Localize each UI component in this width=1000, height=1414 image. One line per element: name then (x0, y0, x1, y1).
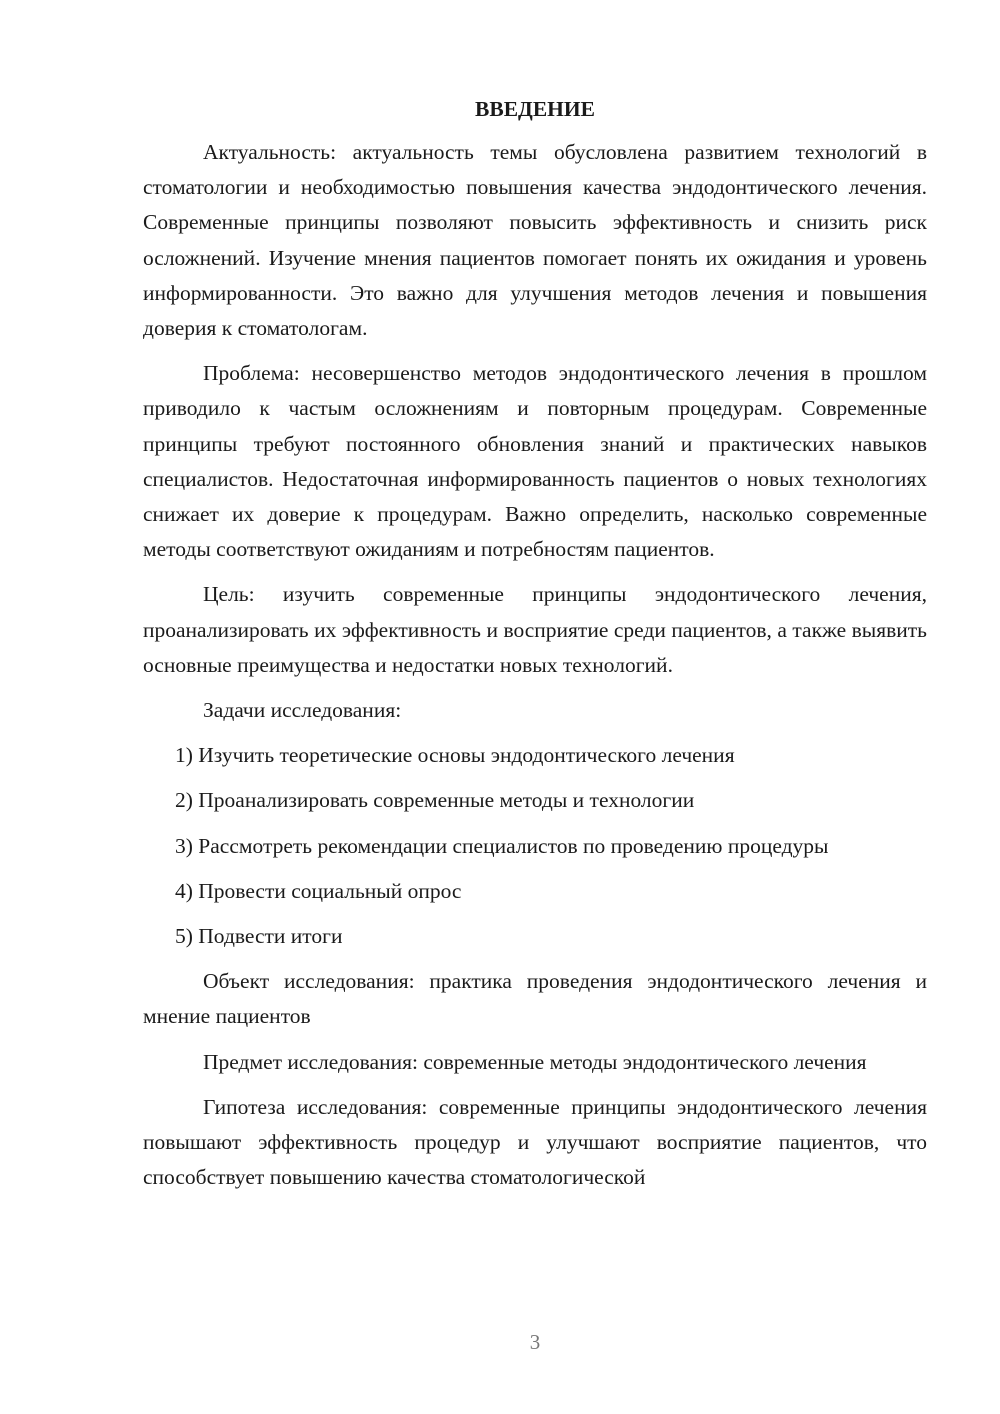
task-item: 1) Изучить теоретические основы эндодонтического лечения (175, 743, 735, 768)
section-title: ВВЕДЕНИЕ (475, 97, 595, 121)
document-page (143, 92, 927, 1195)
task-item: 4) Провести социальный опрос (175, 878, 462, 903)
task-item: 2) Проанализировать современные методы и технологии (175, 788, 695, 813)
paragraph-subject: Предмет исследования: современные методы эндодонтического лечения (203, 1049, 867, 1074)
tasks-heading: Задачи исследования: (203, 698, 402, 723)
task-item: 3) Рассмотреть рекомендации специалистов по проведению процедуры (175, 833, 829, 858)
paragraph-relevance: Актуальность: актуальность темы обусловлена развитием технологий в стоматологии и необходимостью повышения качества эндодонтического лечения. Современные принципы позволяют повысить эффективность и снизить риск осложнений. Изучение мнения пациентов помогает понять их ожидания и уровень информированности. Это важно для улучшения методов лечения и повышения доверия к стоматологам. (143, 140, 927, 341)
task-item: 5) Подвести итоги (175, 924, 343, 949)
page-number: 3 (529, 1330, 541, 1354)
paragraph-object: Объект исследования: практика проведения эндодонтического лечения и мнение пациентов (143, 969, 927, 1029)
paragraph-goal: Цель: изучить современные принципы эндодонтического лечения, проанализировать их эффективность и восприятие среди пациентов, а также выявить основные преимущества и недостатки новых технологий. (143, 582, 927, 677)
paragraph-problem: Проблема: несовершенство методов эндодонтического лечения в прошлом приводило к частым осложнениям и повторным процедурам. Современные принципы требуют постоянного обновления знаний и практических навыков специалистов. Недостаточная информированность пациентов о новых технологиях снижает их доверие к процедурам. Важно определить, насколько современные методы соответствуют ожиданиям и потребностям пациентов. (143, 361, 927, 562)
paragraph-hypothesis: Гипотеза исследования: современные принципы эндодонтического лечения повышают эффективность процедур и улучшают восприятие пациентов, что способствует повышению качества стоматологической (143, 1094, 927, 1190)
